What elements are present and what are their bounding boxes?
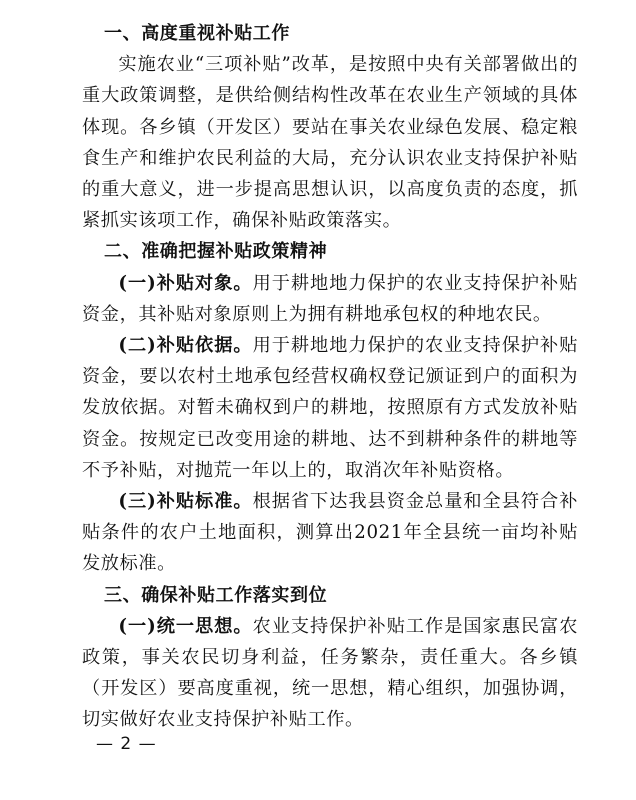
item-text: 根据省下达我县资金总量和全县符合补贴条件的农户土地面积，测算出2021年全县统一亩均补贴发放标准。 xyxy=(82,491,579,575)
item-label: (三)补贴标准。 xyxy=(118,491,253,513)
section-2-item-3 xyxy=(82,486,578,580)
section-3-heading: 三、确保补贴工作落实到位 xyxy=(104,584,328,606)
section-2-item-2 xyxy=(82,330,578,486)
item-text: 农业支持保护补贴工作是国家惠民富农政策，事关农民切身利益，任务繁杂，责任重大。各乡镇（开发区）要高度重视，统一思想，精心组织，加强协调，切实做好农业支持保护补贴工作。 xyxy=(82,615,579,731)
item-text: 用于耕地地力保护的农业支持保护补贴资金，其补贴对象原则上为拥有耕地承包权的种地农民。 xyxy=(82,272,579,325)
section-2-item-1 xyxy=(82,268,578,330)
section-1-heading: 一、高度重视补贴工作 xyxy=(104,23,290,44)
section-2-heading: 二、准确把握补贴政策精神 xyxy=(104,241,328,263)
document-body xyxy=(82,18,578,736)
item-text: 用于耕地地力保护的农业支持保护补贴资金，要以农村土地承包经营权确权登记颁证到户的面积为发放依据。对暂未确权到户的耕地，按照原有方式发放补贴资金。按规定已改变用途的耕地、达不到耕种条件的耕地等不予补贴，对抛荒一年以上的，取消次年补贴资格。 xyxy=(82,335,579,481)
item-label: (一)补贴对象。 xyxy=(118,272,253,294)
section-3-item-1 xyxy=(82,611,578,736)
item-label: (一)统一思想。 xyxy=(118,615,253,637)
item-label: (二)补贴依据。 xyxy=(118,335,253,357)
section-1-paragraph: 实施农业“三项补贴”改革，是按照中央有关部署做出的重大政策调整，是供给侧结构性改革在农业生产领域的具体体现。各乡镇（开发区）要站在事关农业绿色发展、稳定粮食生产和维护农民利益的大局，充分认识农业支持保护补贴的重大意义，进一步提高思想认识，以高度负责的态度，抓紧抓实该项工作，确保补贴政策落实。 xyxy=(82,54,578,232)
page-number: — 2 — xyxy=(96,734,157,754)
